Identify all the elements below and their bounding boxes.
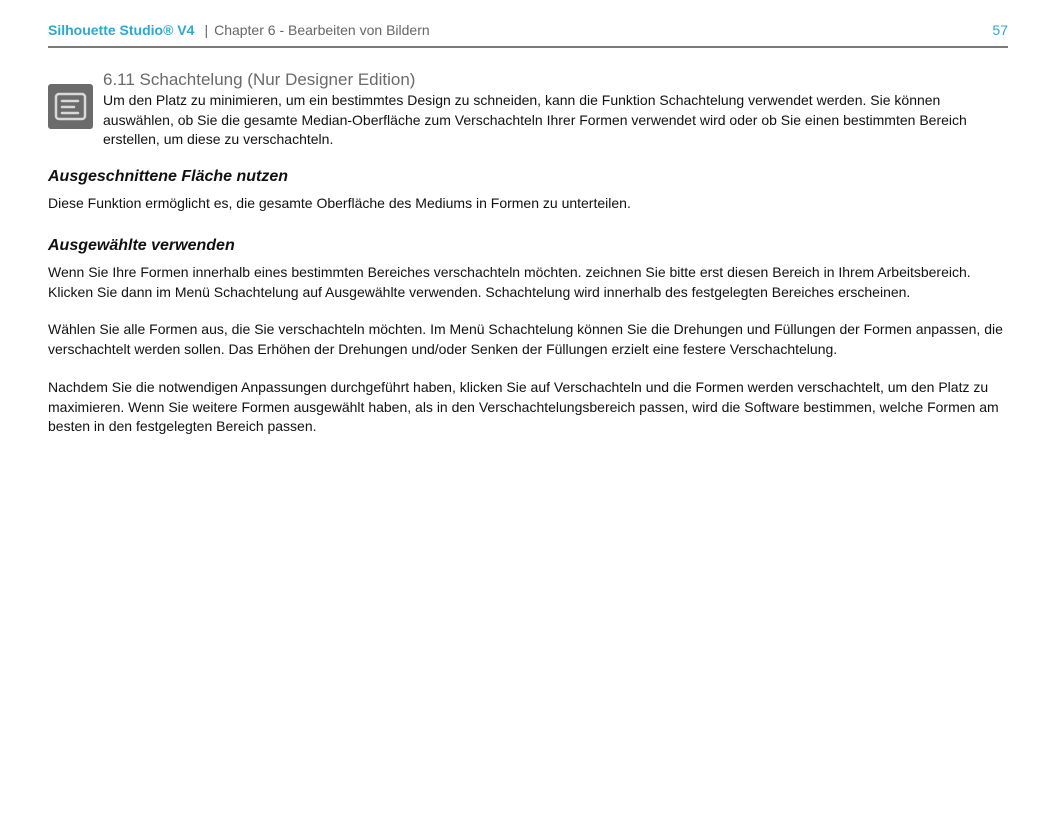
paragraph: Nachdem Sie die notwendigen Anpassungen durchgeführt haben, klicken Sie auf Verschachteln und die Formen werden verschachtelt, um den Platz zu maximieren. Wenn Sie weitere Formen ausgewählt haben, als in den Verschachtelungsbereich passen, wird die Software bestimmen, welche Formen am besten in den festgelegten Bereich passen. [48, 379, 999, 434]
section-title: 6.11 Schachtelung (Nur Designer Edition) [103, 70, 416, 89]
paragraph: Diese Funktion ermöglicht es, die gesamte Oberfläche des Mediums in Formen zu unterteilen. [48, 195, 631, 211]
page-header [48, 22, 1008, 46]
header-brand: Silhouette Studio® V4 [48, 22, 195, 38]
page-number: 57 [992, 22, 1008, 38]
subsection-heading-use-selected: Ausgewählte verwenden [48, 237, 235, 254]
subsection-heading-cut-area: Ausgeschnittene Fläche nutzen [48, 168, 289, 185]
nesting-icon [48, 84, 93, 129]
paragraph: Wählen Sie alle Formen aus, die Sie verschachteln möchten. Im Menü Schachtelung können Sie die Drehungen und Füllungen der Formen anpassen, die verschachtelt werden sollen. Das Erhöhen der Drehungen und/oder Senken der Füllungen erzielt eine festere Verschachtelung. [48, 321, 1003, 357]
header-divider [48, 46, 1008, 48]
header-chapter: Chapter 6 - Bearbeiten von Bildern [214, 22, 430, 38]
paragraph: Wenn Sie Ihre Formen innerhalb eines bestimmten Bereiches verschachteln möchten. zeichnen Sie bitte erst diesen Bereich in Ihrem Arbeitsbereich. Klicken Sie dann im Menü Schachtelung auf Ausgewählte verwenden. Schachtelung wird innerhalb des festgelegten Bereiches erscheinen. [48, 264, 971, 300]
header-separator: | [204, 22, 209, 38]
section-intro: Um den Platz zu minimieren, um ein bestimmtes Design zu schneiden, kann die Funktion Schachtelung verwendet werden. Sie können auswählen, ob Sie die gesamte Median-Oberfläche zum Verschachteln Ihrer Formen verwendet wird oder ob Sie einen bestimmten Bereich erstellen, um diese zu verschachteln. [103, 92, 967, 147]
